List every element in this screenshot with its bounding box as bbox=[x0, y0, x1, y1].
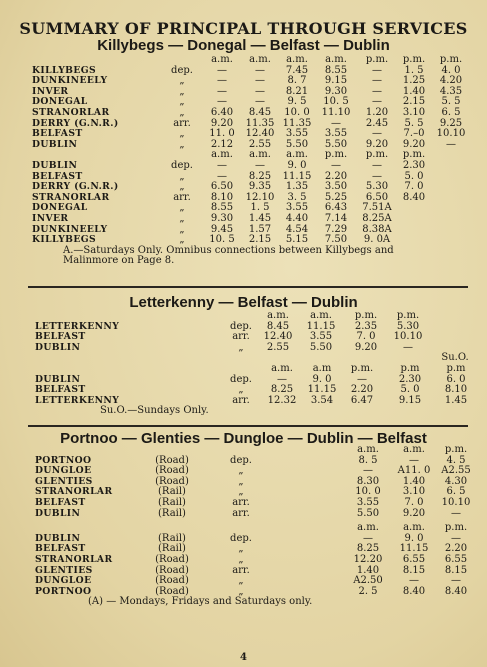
period-header: a.m. bbox=[249, 54, 271, 65]
departure-time: 2.35 bbox=[354, 320, 378, 332]
departure-time: 9. 0 bbox=[404, 532, 424, 544]
arrival-departure-mark: „ bbox=[238, 585, 244, 597]
departure-time: 4. 0 bbox=[441, 64, 461, 76]
departure-time: — bbox=[357, 373, 367, 385]
transport-mode: (Rail) bbox=[158, 532, 186, 544]
departure-time: 7. 0 bbox=[356, 331, 376, 343]
departure-time: 3.55 bbox=[309, 331, 333, 343]
station-name: BELFAST bbox=[35, 497, 86, 508]
station-name: BELFAST bbox=[35, 543, 86, 555]
departure-time: 1.57 bbox=[248, 223, 272, 235]
departure-time: 2.15 bbox=[402, 96, 426, 108]
period-header: a.m. bbox=[310, 310, 332, 321]
section-title-letterkenny-dublin: Letterkenny — Belfast — Dublin bbox=[129, 294, 358, 311]
arrival-departure-mark: „ bbox=[238, 341, 244, 353]
station-name: DUBLIN bbox=[35, 507, 81, 519]
section-title-portnoo-belfast: Portnoo — Glenties — Dungloe — Dublin — Belfast bbox=[60, 430, 427, 447]
footnote-text: Su.O.—Sundays Only. bbox=[100, 405, 209, 417]
arrival-departure-mark: „ bbox=[238, 554, 244, 565]
departure-time: — bbox=[255, 64, 265, 76]
departure-time: 1.40 bbox=[402, 85, 426, 97]
departure-time: 5.15 bbox=[285, 234, 309, 246]
departure-time: 5. 0 bbox=[404, 170, 424, 182]
footnote bbox=[0, 406, 487, 417]
arrival-departure-mark: dep. bbox=[230, 373, 252, 385]
departure-time: — bbox=[403, 341, 413, 353]
transport-mode: (Rail) bbox=[158, 543, 186, 555]
departure-time: 3.55 bbox=[285, 128, 309, 140]
arrival-departure-mark: „ bbox=[179, 128, 185, 140]
departure-time: 10. 5 bbox=[323, 96, 349, 108]
departure-time: 6.50 bbox=[365, 191, 389, 203]
departure-time: — bbox=[372, 170, 382, 182]
departure-time: 5.50 bbox=[309, 341, 333, 353]
departure-time: 6.40 bbox=[210, 107, 234, 118]
arrival-departure-mark: „ bbox=[238, 575, 244, 587]
departure-time: 12.40 bbox=[263, 331, 293, 343]
departure-time: 2.20 bbox=[324, 170, 348, 182]
arrival-departure-mark: „ bbox=[179, 234, 185, 246]
departure-time: — bbox=[409, 575, 419, 587]
page-number: 4 bbox=[240, 652, 247, 663]
departure-time: — bbox=[255, 85, 265, 97]
station-name: STRANORLAR bbox=[32, 191, 110, 203]
station-name: KILLYBEGS bbox=[32, 64, 97, 76]
period-header: p.m. bbox=[402, 54, 426, 65]
station-name: LETTERKENNY bbox=[35, 394, 120, 406]
departure-time: 4.54 bbox=[285, 223, 309, 235]
footnote-text: Malinmore on Page 8. bbox=[63, 255, 175, 267]
station-name: DERRY (G.N.R.) bbox=[32, 117, 119, 129]
timetable-row bbox=[0, 203, 487, 214]
departure-time: 2.20 bbox=[350, 384, 374, 396]
arrival-departure-mark: „ bbox=[238, 465, 244, 477]
departure-time: 8.55 bbox=[324, 64, 348, 76]
departure-time: 6. 0 bbox=[446, 373, 466, 385]
station-name: DUNGLOE bbox=[35, 465, 92, 477]
departure-time: 5.25 bbox=[324, 191, 348, 203]
transport-mode: (Road) bbox=[155, 585, 189, 597]
period-header: p.m. bbox=[324, 149, 348, 161]
departure-time: 1.25 bbox=[402, 75, 426, 87]
arrival-departure-mark: dep. bbox=[230, 532, 252, 544]
arrival-departure-mark: „ bbox=[238, 384, 244, 396]
departure-time: 9.15 bbox=[324, 75, 348, 87]
departure-time: 10. 0 bbox=[355, 486, 381, 498]
departure-time: 6.47 bbox=[350, 394, 374, 406]
departure-time: — bbox=[217, 170, 227, 182]
departure-time: — bbox=[217, 160, 227, 171]
departure-time: 12.32 bbox=[267, 394, 297, 406]
departure-time: — bbox=[217, 64, 227, 76]
arrival-departure-mark: „ bbox=[238, 486, 244, 498]
period-header: p.m. bbox=[439, 54, 463, 65]
station-name: LETTERKENNY bbox=[35, 320, 120, 332]
station-name: KILLYBEGS bbox=[32, 234, 97, 246]
departure-time: 2.12 bbox=[210, 138, 234, 150]
transport-mode: (Rail) bbox=[158, 486, 186, 498]
period-header: a.m. bbox=[403, 444, 425, 455]
departure-time: 8.10 bbox=[444, 384, 468, 396]
departure-time: 8.38A bbox=[362, 223, 392, 235]
period-header: a.m. bbox=[286, 149, 308, 161]
departure-time: 10.10 bbox=[393, 331, 423, 343]
period-header: p.m. bbox=[402, 149, 426, 161]
column-header-row bbox=[0, 311, 487, 322]
section-divider bbox=[28, 425, 468, 427]
footnote-text: A.—Saturdays Only. Omnibus connections between Killybegs and bbox=[63, 244, 394, 256]
departure-time: 2.45 bbox=[365, 117, 389, 129]
departure-time: 1.45 bbox=[248, 213, 272, 224]
arrival-departure-mark: dep. bbox=[230, 454, 252, 466]
departure-time: 11.10 bbox=[321, 107, 351, 118]
departure-time: 9.45 bbox=[210, 223, 234, 235]
departure-time: — bbox=[217, 75, 227, 87]
station-name: GLENTIES bbox=[35, 564, 93, 576]
departure-time: 4.30 bbox=[444, 475, 468, 487]
departure-time: 1. 5 bbox=[250, 202, 270, 214]
departure-time: 5.50 bbox=[285, 138, 309, 150]
transport-mode: (Road) bbox=[155, 465, 189, 477]
departure-time: 12.40 bbox=[245, 128, 275, 140]
timetable-row bbox=[0, 396, 487, 407]
departure-time: — bbox=[372, 128, 382, 140]
arrival-departure-mark: „ bbox=[179, 138, 185, 150]
departure-time: — bbox=[372, 75, 382, 87]
departure-time: 7.51A bbox=[362, 202, 392, 214]
departure-time: 12.20 bbox=[353, 554, 383, 565]
period-header: a.m. bbox=[211, 149, 233, 161]
arrival-departure-mark: dep. bbox=[171, 64, 193, 76]
departure-time: 7.50 bbox=[324, 234, 348, 246]
departure-time: — bbox=[217, 96, 227, 108]
departure-time: 3.55 bbox=[285, 202, 309, 214]
departure-time: 1.45 bbox=[444, 394, 468, 406]
departure-time: 11.35 bbox=[282, 117, 312, 129]
station-name: DUBLIN bbox=[32, 138, 78, 150]
footnote bbox=[0, 256, 487, 267]
station-name: DUNGLOE bbox=[35, 575, 92, 587]
station-name: GLENTIES bbox=[35, 475, 93, 487]
departure-time: 3.10 bbox=[402, 107, 426, 118]
station-name: BELFAST bbox=[32, 170, 83, 182]
departure-time: — bbox=[451, 575, 461, 587]
departure-time: 9.20 bbox=[402, 138, 426, 150]
departure-time: 4. 5 bbox=[446, 454, 466, 466]
departure-time: 9. 5 bbox=[287, 96, 307, 108]
departure-time: 10. 5 bbox=[209, 234, 235, 246]
section-title-killybegs-dublin: Killybegs — Donegal — Belfast — Dublin bbox=[97, 37, 390, 54]
station-name: INVER bbox=[32, 85, 69, 97]
timetable-row bbox=[0, 498, 487, 509]
period-header: a.m. bbox=[271, 363, 293, 374]
departure-time: 7.29 bbox=[324, 223, 348, 235]
departure-time: 8.25 bbox=[248, 170, 272, 182]
section-divider bbox=[28, 286, 468, 288]
departure-time: 8.45 bbox=[248, 107, 272, 118]
departure-time: 8.40 bbox=[444, 585, 468, 597]
arrival-departure-mark: arr. bbox=[232, 394, 250, 406]
departure-time: 6.55 bbox=[444, 554, 468, 565]
departure-time: 3.54 bbox=[310, 394, 334, 406]
departure-time: 2.15 bbox=[248, 234, 272, 246]
departure-time: 8.21 bbox=[285, 85, 309, 97]
departure-time: 9.20 bbox=[402, 507, 426, 519]
departure-time: — bbox=[372, 85, 382, 97]
arrival-departure-mark: „ bbox=[179, 202, 185, 214]
period-header: p.m. bbox=[365, 149, 389, 161]
arrival-departure-mark: „ bbox=[179, 213, 185, 224]
station-name: DUNKINEELY bbox=[32, 75, 108, 87]
departure-time: 9. 0A bbox=[363, 234, 391, 246]
station-name: DONEGAL bbox=[32, 202, 88, 214]
period-header: a.m. bbox=[211, 54, 233, 65]
departure-time: 11.15 bbox=[282, 170, 312, 182]
arrival-departure-mark: „ bbox=[179, 75, 185, 87]
station-name: DUBLIN bbox=[35, 341, 81, 353]
period-header: a.m. bbox=[357, 444, 379, 455]
station-name: STRANORLAR bbox=[35, 554, 113, 565]
departure-time: 6.50 bbox=[210, 181, 234, 193]
timetable-row bbox=[0, 509, 487, 520]
departure-time: 1.40 bbox=[402, 475, 426, 487]
arrival-departure-mark: arr. bbox=[173, 191, 191, 203]
departure-time: 9. 0 bbox=[312, 373, 332, 385]
station-name: PORTNOO bbox=[35, 585, 92, 597]
station-name: DUBLIN bbox=[35, 532, 81, 544]
departure-time: 2. 5 bbox=[358, 585, 378, 597]
departure-time: 1.40 bbox=[356, 564, 380, 576]
departure-time: — bbox=[372, 64, 382, 76]
departure-time: 7.45 bbox=[285, 64, 309, 76]
departure-time: — bbox=[451, 532, 461, 544]
period-header: a.m bbox=[312, 363, 332, 374]
departure-time: A2.55 bbox=[441, 465, 471, 477]
departure-time: 5. 5 bbox=[441, 96, 461, 108]
departure-time: 9.30 bbox=[210, 213, 234, 224]
timetable-row bbox=[0, 161, 487, 172]
departure-time: 10.10 bbox=[441, 497, 471, 508]
departure-time: — bbox=[446, 138, 456, 150]
departure-time: 12.10 bbox=[245, 191, 275, 203]
departure-time: 8.40 bbox=[402, 191, 426, 203]
station-name: PORTNOO bbox=[35, 454, 92, 466]
departure-time: 9.15 bbox=[398, 394, 422, 406]
departure-time: 8.25A bbox=[362, 213, 392, 224]
departure-time: 9.35 bbox=[248, 181, 272, 193]
footnote-text: (A) — Mondays, Fridays and Saturdays only. bbox=[88, 596, 313, 608]
departure-time: 7. 0 bbox=[404, 497, 424, 508]
departure-time: 11.35 bbox=[245, 117, 275, 129]
transport-mode: (Road) bbox=[155, 554, 189, 565]
departure-time: 4.35 bbox=[439, 85, 463, 97]
departure-time: — bbox=[372, 160, 382, 171]
arrival-departure-mark: arr. bbox=[232, 507, 250, 519]
period-header: a.m. bbox=[403, 522, 425, 534]
departure-time: 2.55 bbox=[248, 138, 272, 150]
departure-time: 5.50 bbox=[324, 138, 348, 150]
departure-time: 3.10 bbox=[402, 486, 426, 498]
departure-time: 6. 5 bbox=[446, 486, 466, 498]
departure-time: 8.45 bbox=[266, 320, 290, 332]
period-header: a.m. bbox=[249, 149, 271, 161]
column-header-row bbox=[0, 55, 487, 66]
departure-time: 4.20 bbox=[439, 75, 463, 87]
departure-time: 7.14 bbox=[324, 213, 348, 224]
departure-time: 3.55 bbox=[356, 497, 380, 508]
departure-time: A11. 0 bbox=[397, 465, 431, 477]
transport-mode: (Road) bbox=[155, 454, 189, 466]
arrival-departure-mark: „ bbox=[179, 181, 185, 193]
departure-time: — bbox=[372, 96, 382, 108]
departure-time: 5. 0 bbox=[400, 384, 420, 396]
departure-time: — bbox=[255, 75, 265, 87]
arrival-departure-mark: dep. bbox=[230, 320, 252, 332]
period-header: p.m. bbox=[350, 363, 374, 374]
departure-time: 11. 0 bbox=[209, 128, 235, 140]
departure-time: 5.30 bbox=[365, 181, 389, 193]
arrival-departure-mark: dep. bbox=[171, 160, 193, 171]
departure-time: 7. 0 bbox=[404, 181, 424, 193]
arrival-departure-mark: arr. bbox=[232, 564, 250, 576]
transport-mode: (Road) bbox=[155, 475, 189, 487]
arrival-departure-mark: „ bbox=[179, 223, 185, 235]
arrival-departure-mark: arr. bbox=[232, 331, 250, 343]
departure-time: — bbox=[331, 160, 341, 171]
departure-time: 10.10 bbox=[436, 128, 466, 140]
arrival-departure-mark: „ bbox=[179, 107, 185, 118]
period-header: a.m. bbox=[286, 54, 308, 65]
arrival-departure-mark: arr. bbox=[232, 497, 250, 508]
station-name: DONEGAL bbox=[32, 96, 88, 108]
departure-time: — bbox=[255, 160, 265, 171]
departure-time: — bbox=[277, 373, 287, 385]
arrival-departure-mark: „ bbox=[179, 96, 185, 108]
period-header: p.m. bbox=[444, 444, 468, 455]
arrival-departure-mark: arr. bbox=[173, 117, 191, 129]
departure-time: 11.15 bbox=[307, 384, 337, 396]
period-header: p.m. bbox=[365, 54, 389, 65]
timetable-row bbox=[0, 214, 487, 225]
station-name: BELFAST bbox=[32, 128, 83, 140]
period-header: p.m. bbox=[396, 310, 420, 321]
departure-time: 4.40 bbox=[285, 213, 309, 224]
departure-time: 5.30 bbox=[396, 320, 420, 332]
departure-time: 8. 5 bbox=[358, 454, 378, 466]
departure-time: — bbox=[451, 507, 461, 519]
period-header: a.m. bbox=[357, 522, 379, 534]
timetable-row bbox=[0, 343, 487, 354]
departure-time: 2.30 bbox=[398, 373, 422, 385]
station-name: STRANORLAR bbox=[32, 107, 110, 118]
departure-time: 1.35 bbox=[285, 181, 309, 193]
station-name: STRANORLAR bbox=[35, 486, 113, 498]
timetable-row bbox=[0, 108, 487, 119]
departure-time: 8.55 bbox=[210, 202, 234, 214]
transport-mode: (Road) bbox=[155, 575, 189, 587]
transport-mode: (Road) bbox=[155, 564, 189, 576]
sundays-only-header: Su.O. bbox=[441, 352, 469, 364]
departure-time: 8. 7 bbox=[287, 75, 307, 87]
departure-time: A2.50 bbox=[353, 575, 383, 587]
departure-time: 2.20 bbox=[444, 543, 468, 555]
departure-time: — bbox=[255, 96, 265, 108]
station-name: DUBLIN bbox=[35, 373, 81, 385]
departure-time: 3. 5 bbox=[287, 191, 307, 203]
departure-time: 11.15 bbox=[399, 543, 429, 555]
arrival-departure-mark: „ bbox=[179, 85, 185, 97]
timetable-row bbox=[0, 555, 487, 566]
period-header: a.m. bbox=[267, 310, 289, 321]
period-header: a.m. bbox=[325, 54, 347, 65]
period-header: p.m. bbox=[354, 310, 378, 321]
departure-time: 8.40 bbox=[402, 585, 426, 597]
departure-time: 8.30 bbox=[356, 475, 380, 487]
departure-time: — bbox=[363, 532, 373, 544]
period-header: p.m bbox=[400, 363, 420, 374]
departure-time: 9.20 bbox=[365, 138, 389, 150]
departure-time: 8.25 bbox=[356, 543, 380, 555]
arrival-departure-mark: „ bbox=[238, 543, 244, 555]
departure-time: 9.25 bbox=[439, 117, 463, 129]
departure-time: 2.55 bbox=[266, 341, 290, 353]
station-name: BELFAST bbox=[35, 384, 86, 396]
departure-time: 8.15 bbox=[444, 564, 468, 576]
departure-time: 10. 0 bbox=[284, 107, 310, 118]
departure-time: 3.55 bbox=[324, 128, 348, 140]
arrival-departure-mark: „ bbox=[179, 170, 185, 182]
departure-time: 11.15 bbox=[306, 320, 336, 332]
departure-time: — bbox=[331, 117, 341, 129]
transport-mode: (Rail) bbox=[158, 507, 186, 519]
column-header-row bbox=[0, 364, 487, 375]
departure-time: 1.20 bbox=[365, 107, 389, 118]
departure-time: 9.20 bbox=[354, 341, 378, 353]
departure-time: 3.50 bbox=[324, 181, 348, 193]
station-name: DUNKINEELY bbox=[32, 223, 108, 235]
period-header: p.m bbox=[446, 363, 466, 374]
departure-time: 1. 5 bbox=[404, 64, 424, 76]
station-name: BELFAST bbox=[35, 331, 86, 343]
station-name: DUBLIN bbox=[32, 160, 78, 171]
departure-time: 8.10 bbox=[210, 191, 234, 203]
transport-mode: (Rail) bbox=[158, 497, 186, 508]
period-header: p.m. bbox=[444, 522, 468, 534]
departure-time: 9.30 bbox=[324, 85, 348, 97]
departure-time: 9.20 bbox=[210, 117, 234, 129]
departure-time: 6.55 bbox=[402, 554, 426, 565]
departure-time: 9. 0 bbox=[287, 160, 307, 171]
arrival-departure-mark: „ bbox=[238, 475, 244, 487]
departure-time: — bbox=[217, 85, 227, 97]
page-title: SUMMARY OF PRINCIPAL THROUGH SERVICES bbox=[19, 19, 468, 38]
departure-time: 5.50 bbox=[356, 507, 380, 519]
departure-time: 8.25 bbox=[270, 384, 294, 396]
departure-time: 2.30 bbox=[402, 160, 426, 171]
departure-time: 8.15 bbox=[402, 564, 426, 576]
departure-time: 6. 5 bbox=[441, 107, 461, 118]
departure-time: 7.–0 bbox=[403, 128, 425, 140]
footnote bbox=[0, 597, 487, 608]
departure-time: 5. 5 bbox=[404, 117, 424, 129]
departure-time: — bbox=[409, 454, 419, 466]
departure-time: — bbox=[363, 465, 373, 477]
station-name: INVER bbox=[32, 213, 69, 224]
station-name: DERRY (G.N.R.) bbox=[32, 181, 119, 193]
departure-time: 6.43 bbox=[324, 202, 348, 214]
